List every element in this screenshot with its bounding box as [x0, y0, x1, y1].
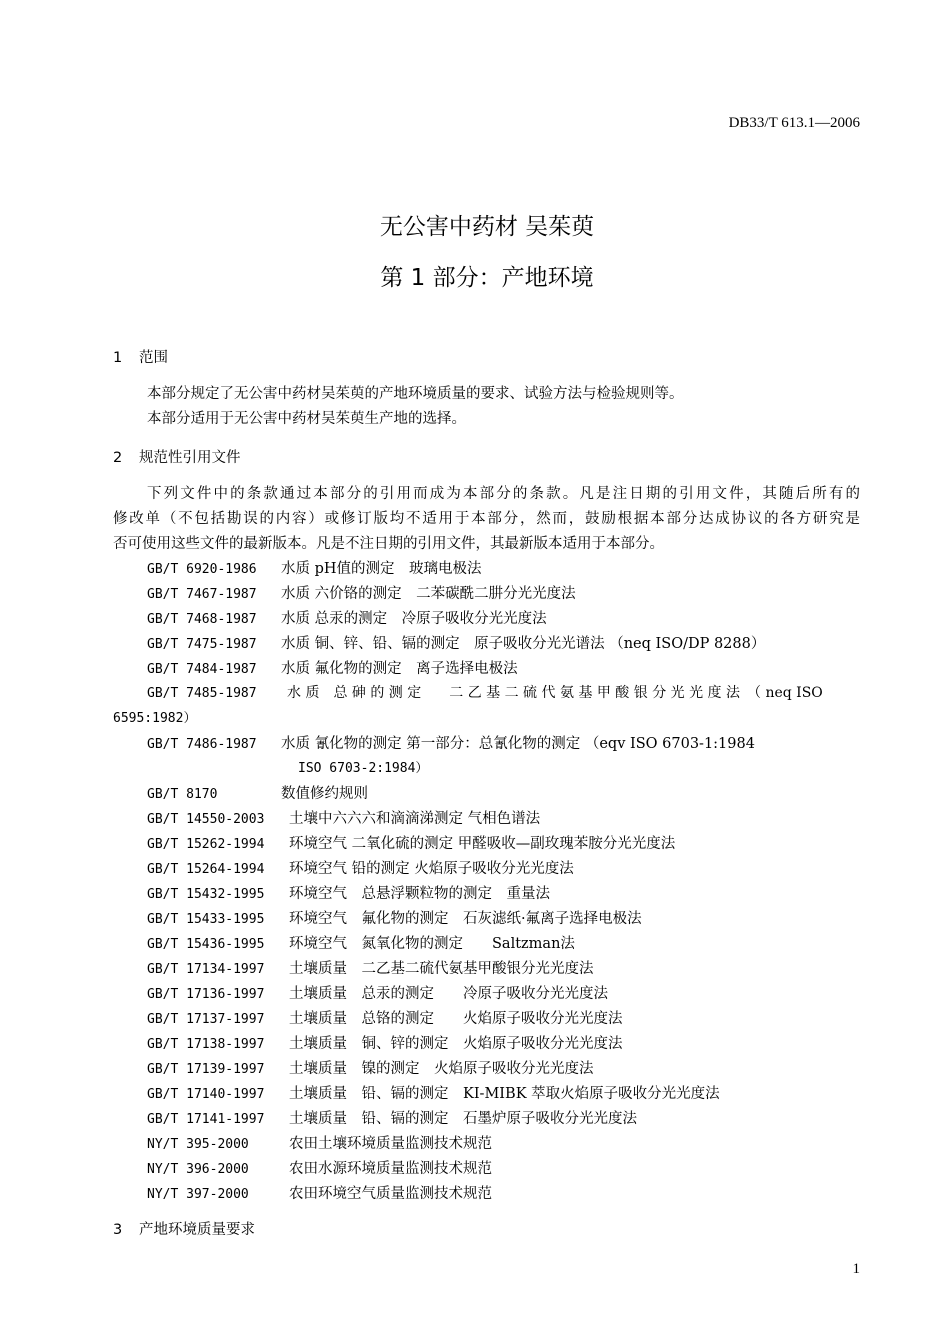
- document-title: 无公害中药材 吴茱萸: [379, 214, 595, 240]
- reference-code: GB/T 6920-1986: [147, 562, 257, 577]
- reference-item: [147, 582, 576, 603]
- reference-continuation: ISO 6703-2:1984）: [298, 761, 429, 776]
- reference-item: [147, 857, 574, 878]
- reference-code: GB/T 7475-1987: [147, 637, 257, 652]
- reference-item: [147, 1157, 492, 1178]
- reference-code: GB/T 17134-1997: [147, 962, 265, 977]
- section-heading-scope: [113, 346, 168, 367]
- reference-code: GB/T 15436-1995: [147, 937, 265, 952]
- section-heading-environment-requirements: [113, 1218, 255, 1239]
- reference-item: [147, 882, 550, 903]
- reference-title: 水质 氟化物的测定 离子选择电极法: [281, 661, 518, 677]
- reference-item: [147, 607, 547, 628]
- reference-code: GB/T 7468-1987: [147, 612, 257, 627]
- reference-item: [147, 807, 540, 828]
- section-number: 1: [113, 350, 123, 366]
- reference-code: GB/T 17137-1997: [147, 1012, 265, 1027]
- reference-code: GB/T 17136-1997: [147, 987, 265, 1002]
- reference-title: 土壤质量 二乙基二硫代氨基甲酸银分光光度法: [289, 961, 594, 977]
- reference-title: 农田土壤环境质量监测技术规范: [289, 1136, 492, 1152]
- reference-title: 数值修约规则: [281, 786, 368, 802]
- section-number: 2: [113, 450, 123, 466]
- standard-code: DB33/T 613.1—2006: [728, 115, 860, 131]
- reference-item: [147, 1007, 623, 1028]
- reference-code: NY/T 396-2000: [147, 1162, 249, 1177]
- reference-title: 环境空气 铅的测定 火焰原子吸收分光光度法: [289, 861, 574, 877]
- section-heading-normative-references: [113, 446, 241, 467]
- reference-code: GB/T 17140-1997: [147, 1087, 265, 1102]
- reference-title: 土壤质量 铅、镉的测定 石墨炉原子吸收分光光度法: [289, 1111, 637, 1127]
- reference-item: [147, 782, 368, 803]
- scope-paragraph: 本部分适用于无公害中药材吴茱萸生产地的选择。: [147, 411, 466, 427]
- reference-item: [147, 1182, 492, 1203]
- reference-item: [147, 1107, 637, 1128]
- reference-title: 水质 pH值的测定 玻璃电极法: [281, 561, 482, 577]
- section-title: 范围: [139, 350, 168, 366]
- reference-title: 环境空气 总悬浮颗粒物的测定 重量法: [289, 886, 550, 902]
- normative-intro-line: 修改单（不包括勘误的内容）或修订版均不适用于本部分，然而，鼓励根据本部分达成协议的各方研究是: [113, 511, 860, 527]
- reference-code: GB/T 15262-1994: [147, 837, 265, 852]
- reference-code: GB/T 15264-1994: [147, 862, 265, 877]
- document-subtitle: 第 1 部分：产地环境: [380, 265, 594, 291]
- reference-title: 土壤质量 镍的测定 火焰原子吸收分光光度法: [289, 1061, 594, 1077]
- reference-code: GB/T 7486-1987: [147, 737, 257, 752]
- normative-intro-line: 下列文件中的条款通过本部分的引用而成为本部分的条款。凡是注日期的引用文件，其随后所有的: [147, 486, 860, 502]
- reference-item: [147, 832, 675, 853]
- reference-item: [147, 732, 755, 753]
- reference-code: GB/T 17138-1997: [147, 1037, 265, 1052]
- reference-code: GB/T 7484-1987: [147, 662, 257, 677]
- reference-item: [147, 657, 518, 678]
- reference-title: 农田环境空气质量监测技术规范: [289, 1186, 492, 1202]
- reference-item: [147, 907, 642, 928]
- reference-code: GB/T 14550-2003: [147, 812, 265, 827]
- scope-paragraph: 本部分规定了无公害中药材吴茱萸的产地环境质量的要求、试验方法与检验规则等。: [147, 386, 684, 402]
- reference-item: [147, 1032, 623, 1053]
- section-title: 产地环境质量要求: [139, 1222, 255, 1238]
- reference-title: 土壤中六六六和滴滴涕测定 气相色谱法: [289, 811, 541, 827]
- reference-item: [147, 557, 482, 578]
- reference-item: [147, 982, 608, 1003]
- reference-item: [147, 1132, 492, 1153]
- reference-code: NY/T 395-2000: [147, 1137, 249, 1152]
- reference-code: GB/T 15433-1995: [147, 912, 265, 927]
- reference-title: 环境空气 氟化物的测定 石灰滤纸·氟离子选择电极法: [289, 911, 642, 927]
- reference-code: GB/T 17141-1997: [147, 1112, 265, 1127]
- reference-item: [147, 682, 860, 702]
- reference-code: GB/T 17139-1997: [147, 1062, 265, 1077]
- normative-intro-line: 否可使用这些文件的最新版本。凡是不注日期的引用文件，其最新版本适用于本部分。: [113, 536, 664, 552]
- reference-title: 环境空气 二氧化硫的测定 甲醛吸收—副玫瑰苯胺分光光度法: [289, 836, 676, 852]
- reference-title: 水质 铜、锌、铅、镉的测定 原子吸收分光光谱法 （neq ISO/DP 8288）: [281, 636, 766, 652]
- section-title: 规范性引用文件: [139, 450, 241, 466]
- reference-title: 土壤质量 铅、镉的测定 KI-MIBK 萃取火焰原子吸收分光光度法: [289, 1086, 720, 1102]
- reference-item: [147, 957, 594, 978]
- section-number: 3: [113, 1222, 123, 1238]
- reference-title: 水质 氰化物的测定 第一部分：总氰化物的测定 （eqv ISO 6703-1:1984: [281, 736, 755, 752]
- reference-code: GB/T 8170: [147, 787, 218, 802]
- reference-title: 水质 总汞的测定 冷原子吸收分光光度法: [281, 611, 547, 627]
- page-number: 1: [852, 1261, 860, 1277]
- reference-item: [147, 632, 765, 653]
- reference-code: GB/T 7467-1987: [147, 587, 257, 602]
- reference-item: [147, 932, 575, 953]
- reference-item: [147, 1082, 720, 1103]
- reference-code: GB/T 15432-1995: [147, 887, 265, 902]
- reference-title: 土壤质量 铜、锌的测定 火焰原子吸收分光光度法: [289, 1036, 623, 1052]
- reference-title: 农田水源环境质量监测技术规范: [289, 1161, 492, 1177]
- reference-title: 土壤质量 总铬的测定 火焰原子吸收分光光度法: [289, 1011, 623, 1027]
- reference-title: 水质 六价铬的测定 二苯碳酰二肼分光光度法: [281, 586, 576, 602]
- reference-item: [147, 1057, 594, 1078]
- reference-title: 土壤质量 总汞的测定 冷原子吸收分光光度法: [289, 986, 608, 1002]
- reference-code: GB/T 7485-1987: [147, 686, 257, 701]
- reference-code: NY/T 397-2000: [147, 1187, 249, 1202]
- reference-title: 环境空气 氮氧化物的测定 Saltzman法: [289, 936, 575, 952]
- reference-title: 水 质 总 砷 的 测 定 二 乙 基 二 硫 代 氨 基 甲 酸 银 分 光 光 度 法 （ neq ISO: [287, 685, 823, 701]
- reference-continuation: 6595:1982）: [113, 711, 197, 726]
